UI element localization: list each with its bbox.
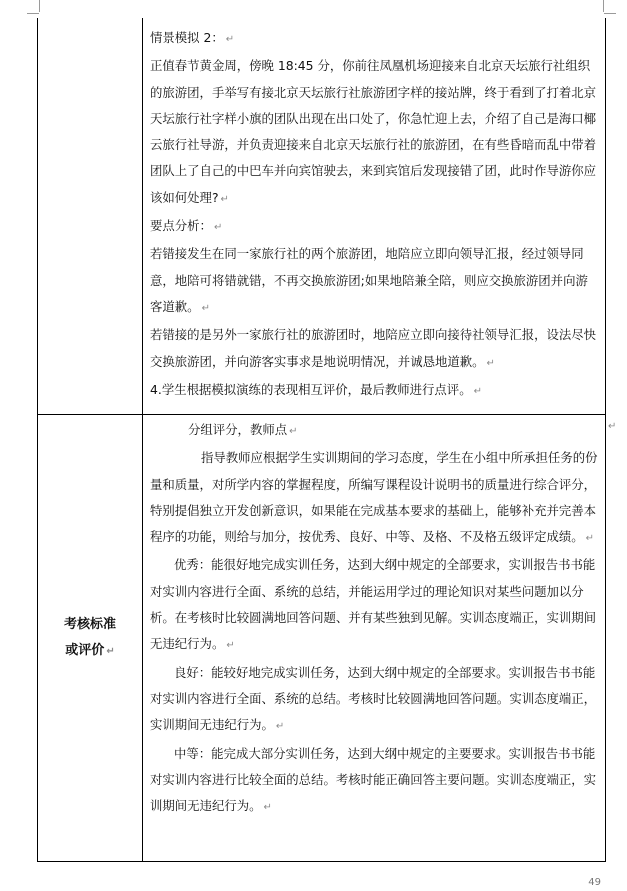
crop-mark-top-left bbox=[39, 0, 40, 12]
scenario-text: 正值春节黄金周，傍晚 18:45 分，你前往凤凰机场迎接来自北京天坛旅行社组织的旅游团，手举写有接北京天坛旅行社旅游团字样的接站牌，终于看到了打着北京天坛旅行社字样小旗的团队出现在出口处了，你急忙迎上去，介绍了自己是海口椰云旅行社导游，并负责迎接来自北京天坛旅行社的旅游团，在有些昏暗而乱中带着团队上了自己的中巴车并向宾馆驶去，来到宾馆后发现接错了团，此时作导游你应该如何处理? ↵ bbox=[150, 58, 597, 205]
crop-mark-top-right bbox=[603, 0, 604, 12]
table-row-scenario bbox=[38, 18, 606, 415]
page-number: 49 bbox=[588, 877, 601, 888]
crop-mark-top-right-h bbox=[604, 13, 616, 14]
scenario-title: 情景模拟 2： ↵ bbox=[150, 30, 235, 45]
row-end-mark: ↵ bbox=[608, 421, 617, 432]
grading-intro: 分组评分，教师点 ↵ bbox=[188, 422, 298, 437]
step-4: 4.学生根据模拟演练的表现相互评价，最后教师进行点评。 ↵ bbox=[150, 381, 482, 397]
crop-mark-top-left-h bbox=[27, 13, 39, 14]
grade-excellent: 优秀：能很好地完成实训任务，达到大纲中规定的全部要求，实训报告书书能对实训内容进行全面、系统的总结，并能运用学过的理论知识对某些问题加以分析。在考核时比较圆满地回答问题、并有某些独到见解。实训态度端正，实训期间无违纪行为。 ↵ bbox=[150, 557, 597, 652]
grading-description: 指导教师应根据学生实训期间的学习态度，学生在小组中所承担任务的份量和质量，对所学内容的掌握程度，所编写课程设计说明书的质量进行综合评分，特别提倡独立开发创新意识，如果能在完成基本要求的基础上，能够补充并完善本程序的功能，则给与加分，按优秀、良好、中等、及格、不及格五级评定成绩。 ↵ bbox=[150, 450, 598, 545]
key-point-1: 若错接发生在同一家旅行社的两个旅游团，地陪应立即向领导汇报，经过领导同意，地陪可将错就错，不再交换旅游团;如果地陪兼全陪，则应交换旅游团并向游客道歉。 ↵ bbox=[150, 246, 588, 314]
left-cell-empty bbox=[38, 18, 143, 415]
content-table bbox=[37, 18, 606, 862]
grade-medium: 中等：能完成大部分实训任务，达到大纲中规定的主要要求。实训报告书书能对实训内容进行比较全面的总结。考核时能正确回答主要问题。实训态度端正，实训期间无违纪行为。 ↵ bbox=[150, 745, 597, 814]
table-row-assessment bbox=[38, 415, 606, 862]
key-points-title: 要点分析： ↵ bbox=[150, 218, 223, 234]
key-point-2: 若错接的是另外一家旅行社的旅游团时，地陪应立即向接待社领导汇报，设法尽快交换旅游团，并向游客实事求是地说明情况，并诚恳地道歉。 ↵ bbox=[150, 327, 597, 369]
scenario-cell bbox=[143, 18, 606, 415]
assessment-label: 考核标准 或评价 ↵ bbox=[63, 616, 116, 658]
grade-good: 良好：能较好地完成实训任务，达到大纲中规定的全部要求。实训报告书书能对实训内容进行全面、系统的总结。考核时比较圆满地回答问题。实训态度端正，实训期间无违纪行为。 ↵ bbox=[150, 664, 597, 733]
assessment-cell bbox=[143, 415, 606, 862]
assessment-label-cell bbox=[38, 415, 143, 862]
